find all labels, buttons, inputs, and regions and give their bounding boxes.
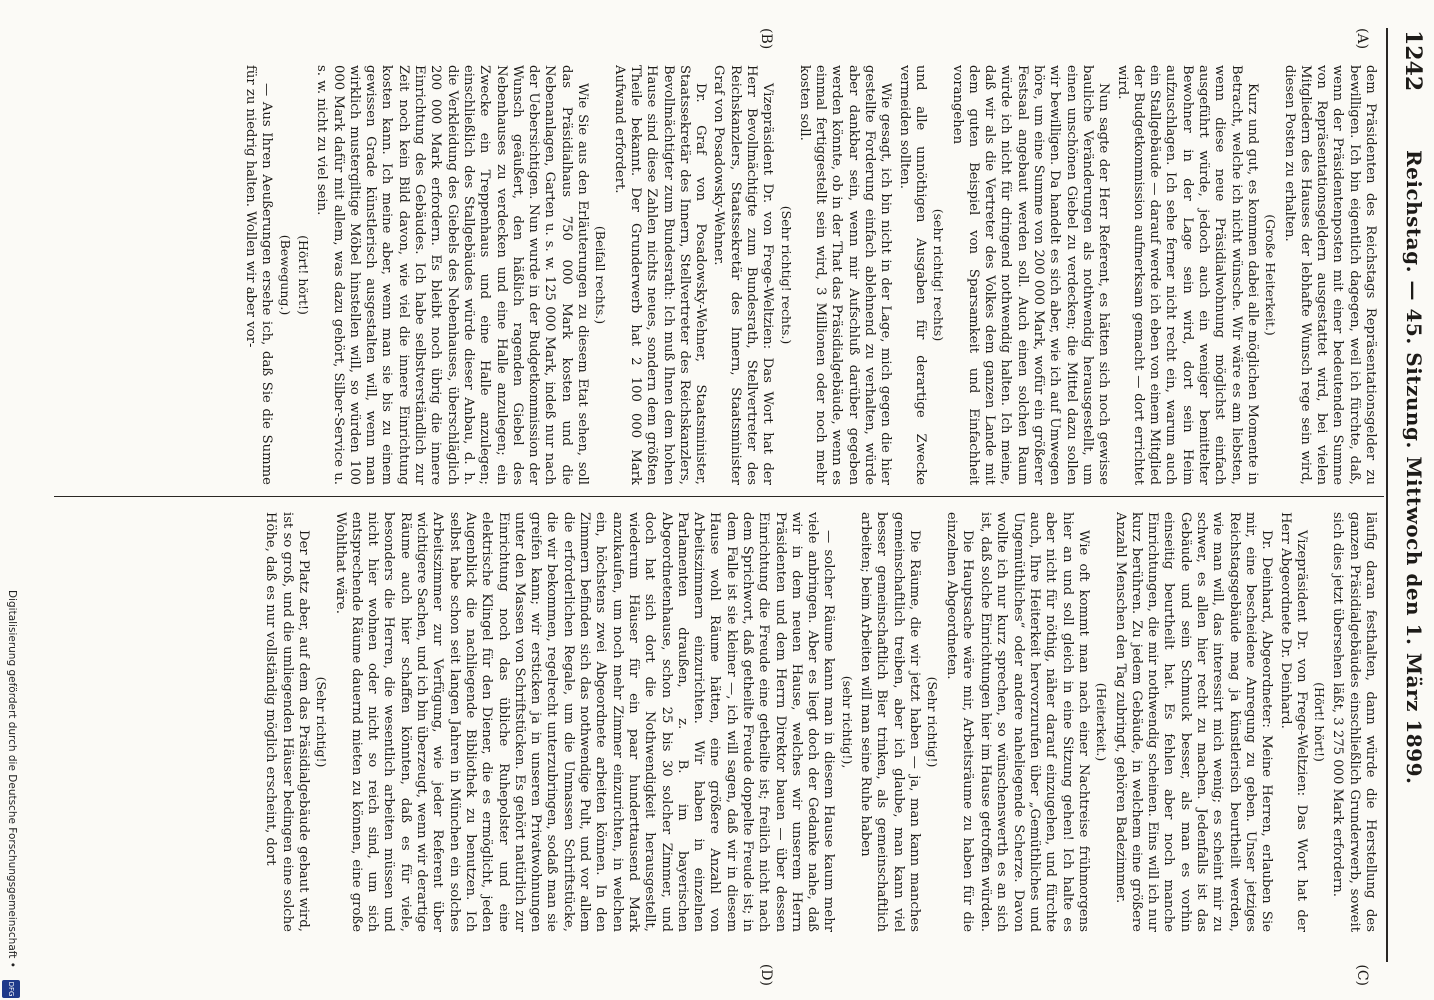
margin-mark-c: (C) <box>1354 964 1370 986</box>
paragraph: Wie oft kommt man nach einer Nachtreise frühmorgens hier an und soll gleich in eine Sitzung gehen! Ich halte es aber nicht für nöthig, näher darauf einzugehen, und fürchte auch, Ihre Heiterkeit hervorzurufen über „Gemüthliches und Ungemüthliches“ oder andere naheliegende Scherze. Davon wollte ich nur kurz sprechen, so wünschenswerth es an sich ist, daß solche Einrichtungen hier im Hause getroffen würden. <box>978 512 1091 932</box>
paragraph: und alle unnöthigen Ausgaben für derartige Zwecke vermeiden sollten. <box>896 65 928 485</box>
paragraph: Dr. Deinhard, Abgeordneter: Meine Herren, erlauben Sie mir, eine bescheidene Anregung zu geben. Unser jetziges Reichstagsgebäude mag ja künstlerisch beurtheilt werden, wie man will, das interessirt mich wenig; es scheint mir zu schwer, es allen hier recht zu machen. Jedenfalls ist das Gebäude und sein Schmuck besser, als man es vorhin einseitig beurtheilt hat. Es fehlen aber noch manche Einrichtungen, die mir nothwendig scheinen. Eins will ich nur kurz berühren. Zu jedem Gebäude, in welchem eine größere Anzahl Menschen den Tag zubringt, gehören Badezimmer. <box>1112 512 1275 932</box>
running-header: Reichstag. — 45. Sitzung. Mittwoch den 1. März 1899. <box>1402 150 1426 785</box>
interjection: (Bewegung.) <box>277 234 293 316</box>
margin-mark-a: (A) <box>1354 28 1370 50</box>
interjection: (Große Heiterkeit.) <box>1263 214 1279 336</box>
digitization-credit: Digitalisierung gefördert durch die Deutsche Forschungsgemeinschaft • <box>6 590 18 968</box>
interjection: (Beifall rechts.) <box>593 225 609 325</box>
interjection: (sehr richtig!), <box>839 675 855 769</box>
margin-mark-b: (B) <box>758 28 774 50</box>
paragraph: Wie Sie aus den Erläuterungen zu diesem Etat sehen, soll das Präsidialhaus 750 000 Mark kosten und die Nebenanlagen, Garten u. s. w. 125 000 Mark, indeß nur nach der Uebersichtigen. Nun wurde in der Budgetkommission der Wunsch geäußert, den häßlich ragenden Giebel des Nebenhauses zu verdecken und eine Halle anzulegen; ein Zwecke ein Treppenhaus und eine Halle anzulegen; einschließlich des Stallgebäudes würde dieser Anbau, d. h. die Verkleidung des Giebels des Nebenhauses, überschläglich 200 000 Mark erfordern. Es bleibt noch übrig die innere Einrichtung des Gebäudes. Ich habe selbstverständlich zur Zeit noch kein Bild davon, wie viel die innere Einrichtung kosten kann. Ich meine aber, wenn man sie bis zu einem gewissen Grade künstlerisch ausgestalten will, wenn man wirklich mustergiltige Möbel hinstellen will, so würden 100 000 Mark dafür mit allem, was dazu gehört, Silber-Service u. s. w. nicht zu viel sein. <box>314 65 591 485</box>
column-divider <box>54 496 1384 497</box>
interjection: (Sehr richtig! rechts.) <box>778 205 794 345</box>
dfg-logo-icon: DFG <box>2 980 20 998</box>
right-column <box>58 512 1378 932</box>
paragraph: Die Räume, die wir jetzt haben — ja, man kann manches gemeinschaftlich treiben, aber ich glaube, man kann viel besser gemeinschaftlich Bier trinken, als gemeinschaftlich arbeiten; beim Arbeiten will man seine Ruhe haben <box>858 512 922 932</box>
paragraph: dem Präsidenten des Reichstags Repräsentationsgelder zu bewilligen. Ich bin eigentlich dagegen, weil ich fürchte, daß, wenn der Präsidentenposten mit einer bedeutenden Summe von Repräsentationsgeldern ausgestattet wird, bei vielen Mitgliedern des Hauses der lebhafte Wunsch rege sein wird, diesen Posten zu erhalten. <box>1281 65 1378 485</box>
page-number: 1242 <box>1400 30 1426 92</box>
paragraph: Der Platz aber, auf dem das Präsidialgebäude gebaut wird, ist so groß, und die umliegenden Häuser bedingen eine solche Höhe, daß es nur vollständig möglich erscheint, dort <box>263 512 311 932</box>
paragraph: läufig daran festhalten, dann würde die Herstellung des ganzen Präsidialgebäudes einschließlich Grunderwerb, soweit sich dies jetzt übersehen läßt, 3 275 000 Mark erfordern. <box>1330 512 1378 932</box>
paragraph: Die Hauptsache wäre mir, Arbeitsräume zu haben für die einzelnen Abgeordneten. <box>943 512 975 932</box>
interjection: (Hört! hört!) <box>296 235 311 315</box>
paragraph: Vizepräsident Dr. von Frege-Weltzien: Das Wort hat der Herr Bevollmächtigte zum Bundesrath, Stellvertreter des Reichskanzlers, Staatssekretär des Innern, Staatsminister Graf von Posadowsky-Wehner. <box>711 65 776 485</box>
paragraph: Kurz und gut, es kommen dabei alle möglichen Momente in Betracht, welche ich nicht wünsche. Wir wäre es am liebsten, wenn diese neue Präsidialwohnung möglichst einfach ausgeführt würde, jedoch auch ein weniger bemittelter Bewohner in der Lage sein wird, dort sein Heim aufzuschlagen. Ich sehe ferner nicht recht ein, warum auch ein Stallgebäude — darauf werde ich eben von einem Mitglied der Budgetkommission aufmerksam gemacht — dort errichtet wird. <box>1114 65 1260 485</box>
left-column <box>58 65 1378 485</box>
paragraph: — solcher Räume kann man in diesem Hause kaum mehr viele anbringen. Aber es liegt doch der Gedanke nahe, daß wir in dem neuen Hause, welches wir unserem Herrn Präsidenten und dem Herrn Direktor bauen — über dessen Einrichtung die Freude eine getheilte ist; freilich nicht nach dem Sprichwort, daß getheilte Freude doppelte Freude ist; in dem Falle ist sie kleiner —, ich will sagen, daß wir in diesem Hause wohl Räume hätten, eine größere Anzahl von Arbeitszimmern einzurichten. Wir haben in einzelnen Parlamenten draußen, z. B. im bayerischen Abgeordnetenhause, schon 25 bis 30 solcher Zimmer, und doch hat sich dort die Nothwendigkeit herausgestellt, wiederum Häuser für ein paar hunderttausend Mark anzukaufen, um noch mehr Zimmer einzurichten, in welchen ein, höchstens zwei Abgeordnete arbeiten können. In den Zimmern befinden sich das nothwendige Pult, und vor allem die erforderlichen Regale, um die Unmassen Schriftstücke, die wir bekommen, regelrecht unterzubringen, sodaß man sie greifen kann; wir ersticken ja in unseren Privatwohnungen unter den Massen von Schriftstücken. Es gehört natürlich zur Einrichtung noch das übliche Ruhepolster und eine elektrische Klingel für den Diener, die es ermöglicht, jeden Augenblick die nachliegende Bibliothek zu benutzen. Ich selbst habe schon seit langen Jahren in München ein solches Arbeitszimmer zur Verfügung, wie jeder Referent über wichtigere Sachen, und ich bin überzeugt, wenn wir derartige Räume auch hier schaffen könnten, daß es für viele, besonders die Herren, die wesentlich arbeiten müssen und nicht hier wohnen oder nicht so reich sind, um sich entsprechende Räume dauernd mieten zu können, eine große Wohlthat wäre. <box>332 512 837 932</box>
paragraph: Vizepräsident Dr. von Frege-Weltzien: Das Wort hat der Herr Abgeordnete Dr. Deinhard. <box>1277 512 1309 932</box>
interjection: (sehr richtig! rechts) <box>931 208 947 342</box>
interjection: (Heiterkeit.) <box>1094 682 1110 762</box>
interjection: (Sehr richtig!) <box>314 676 330 768</box>
header-divider <box>1386 28 1388 962</box>
interjection: (Hört! hört!) <box>1312 682 1328 762</box>
paragraph: Nun sagte der Herr Referent, es hätten sich noch gewisse bauliche Veränderungen als nothwendig herausgestellt, um einen unschönen Giebel zu verdecken; die Mittel dazu sollen wir bewilligen. Da handelt es sich aber, wie ich auf Umwegen höre, um eine Summe von 200 000 Mark, wofür ein größerer Festsaal angebaut werden soll. Auch einen solchen Raum würde ich nicht für dringend nothwendig halten. Ich meine, daß wir als die Vertreter des Volkes dem ganzen Lande mit dem guten Beispiel von Sparsamkeit und Einfachheit vorangehen <box>949 65 1112 485</box>
paragraph: Dr. Graf von Posadowsky-Wehner, Staatsminister, Staatssekretär des Innern, Stellvertreter des Reichskanzlers, Bevollmächtigter zum Bundesrath: Ich muß Ihnen dem hohen Hause sind diese Zahlen nichts neues, sondern dem größten Theile bekannt. Der Grunderwerb hat 2 100 000 Mark Aufwand erfordert. <box>611 65 709 485</box>
margin-mark-d: (D) <box>758 963 774 986</box>
paragraph: Wie gesagt, ich bin nicht in der Lage, mich gegen die hier gestellte Forderung einfach ablehnend zu verhalten, würde aber dankbar sein, wenn mir Aufschluß darüber gegeben werden könnte, ob in der That das Präsidialgebäude, wenn es einmal fertiggestellt sein wird, 3 Millionen oder noch mehr kosten soll. <box>796 65 894 485</box>
paragraph: — Aus Ihren Aeußerungen ersehe ich, daß Sie die Summe für zu niedrig halten. Wollen wir aber vor- <box>243 65 275 485</box>
interjection: (Sehr richtig!) <box>925 676 941 768</box>
